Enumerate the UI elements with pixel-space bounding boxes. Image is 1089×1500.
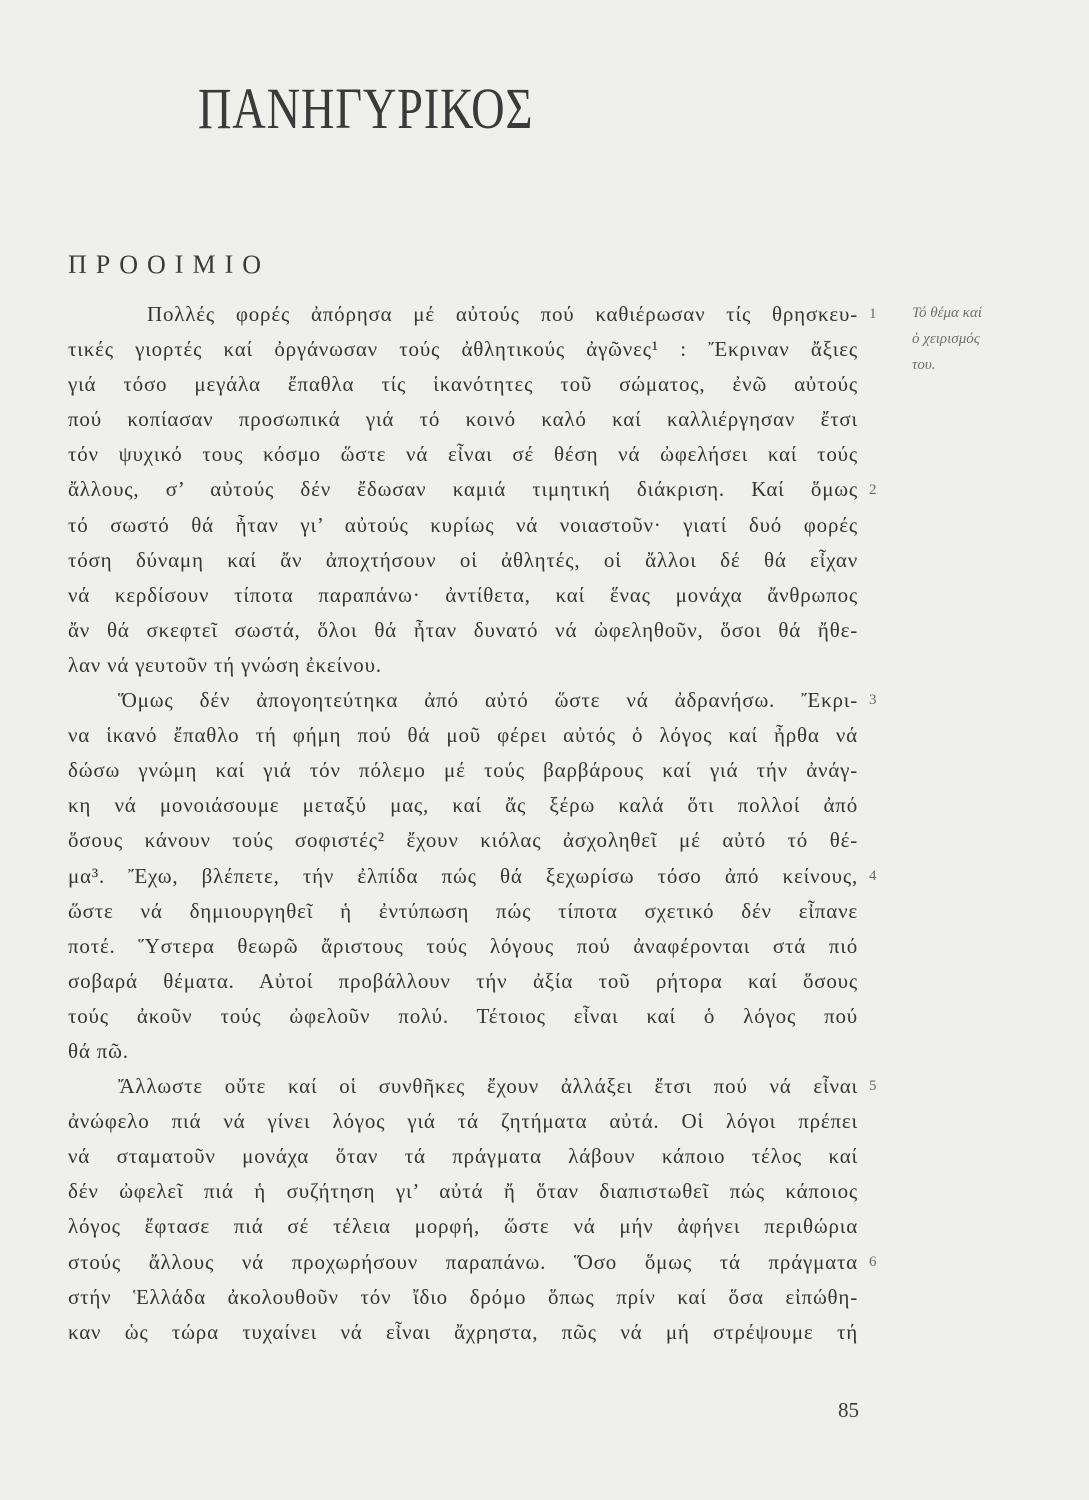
text-line: ἄν θά σκεφτεῖ σωστά, ὅλοι θά ἦταν δυνατό νά ὠφεληθοῦν, ὅσοι θά ἤθε- [68,617,858,642]
text-line: στήν Ἑλλάδα ἀκολουθοῦν τόν ἴδιο δρόμο ὅπως πρίν καί ὅσα εἰπώθη- [68,1284,858,1309]
text-line: τό σωστό θά ἦταν γι’ αὐτούς κυρίως νά νοιαστοῦν· γιατί δυό φορές [68,512,858,537]
text-line: καν ὡς τώρα τυχαίνει νά εἶναι ἄχρηστα, πῶς νά μή στρέψουμε τή [68,1319,858,1344]
text-line: λαν νά γευτοῦν τή γνώση ἐκείνου. [68,652,382,677]
text-line: νά κερδίσουν τίποτα παραπάνω· ἀντίθετα, καί ἕνας μονάχα ἄνθρωπος [68,582,858,607]
margin-line-number: 4 [869,867,877,884]
text-line: γιά τόσο μεγάλα ἔπαθλα τίς ἱκανότητες τοῦ σώματος, ἐνῶ αὐτούς [68,372,858,397]
body-text [68,297,858,1350]
text-line: θά πῶ. [68,1038,129,1063]
text-line: ἀνώφελο πιά νά γίνει λόγος γιά τά ζητήματα αὐτά. Οἱ λόγοι πρέπει [68,1109,858,1134]
page-number: 85 [838,1398,859,1422]
text-line: τόν ψυχικό τους κόσμο ὥστε νά εἶναι σέ θέση νά ὠφελήσει καί τούς [68,442,858,467]
text-line: δέν ὠφελεῖ πιά ἡ συζήτηση γι’ αὐτά ἤ ὅταν διαπιστωθεῖ πώς κάποιος [68,1179,858,1204]
margin-line-number: 6 [869,1253,877,1270]
text-line: λόγος ἔφτασε πιά σέ τέλεια μορφή, ὥστε νά μήν ἀφήνει περιθώρια [68,1214,858,1239]
text-line: πού κοπίασαν προσωπικά γιά τό κοινό καλό καί καλλιέργησαν ἔτσι [68,407,858,432]
text-line: δώσω γνώμη καί γιά τόν πόλεμο μέ τούς βαρβάρους καί γιά τήν ἀνάγ- [68,758,858,783]
text-line: τικές γιορτές καί ὀργάνωσαν τούς ἀθλητικούς ἀγῶνες¹ : Ἔκριναν ἄξιες [68,337,858,362]
text-line: Ὅμως δέν ἀπογοητεύτηκα ἀπό αὐτό ὥστε νά ἀδρανήσω. Ἔκρι- [118,688,858,713]
page-title: ΠΑΝΗΓΥΡΙΚΟΣ [198,76,534,141]
text-line: να ἱκανό ἔπαθλο τή φήμη πού θά μοῦ φέρει αὐτός ὁ λόγος καί ἦρθα νά [68,723,858,748]
margin-line-number: 1 [869,306,877,322]
text-line: νά σταματοῦν μονάχα ὅταν τά πράγματα λάβουν κάποιο τέλος καί [68,1144,858,1169]
margin-note [912,300,1032,378]
margin-note-line: του. [912,357,936,373]
text-line: στούς ἄλλους νά προχωρήσουν παραπάνω. Ὅσο ὅμως τά πράγματα [68,1249,858,1274]
text-line: κη νά μονοιάσουμε μεταξύ μας, καί ἄς ξέρω καλά ὅτι πολλοί ἀπό [68,793,858,818]
text-line: Πολλές φορές ἀπόρησα μέ αὐτούς πού καθιέρωσαν τίς θρησκευ- [147,302,858,326]
section-heading: ΠΡΟΟΙΜΙΟ [68,250,270,279]
text-line: τούς ἀκοῦν τούς ὠφελοῦν πολύ. Τέτοιος εἶναι καί ὁ λόγος πού [68,1003,858,1028]
text-line: μα³. Ἔχω, βλέπετε, τήν ἐλπίδα πώς θά ξεχωρίσω τόσο ἀπό κείνους, [68,863,858,888]
margin-note-line: Τό θέμα καί [912,305,982,321]
margin-line-number: 5 [869,1078,877,1094]
text-line: τόση δύναμη καί ἄν ἀποχτήσουν οἱ ἀθλητές, οἱ ἄλλοι δέ θά εἶχαν [68,547,858,572]
text-line: ποτέ. Ὕστερα θεωρῶ ἄριστους τούς λόγους πού ἀναφέρονται στά πιό [68,933,858,958]
text-line: ἄλλους, σ’ αὐτούς δέν ἔδωσαν καμιά τιμητική διάκριση. Καί ὅμως [68,477,858,502]
margin-line-number: 2 [869,481,877,498]
text-line: ὥστε νά δημιουργηθεῖ ἡ ἐντύπωση πώς τίποτα σχετικό δέν εἶπανε [68,898,858,923]
margin-line-number: 3 [869,692,877,708]
text-line: σοβαρά θέματα. Αὐτοί προβάλλουν τήν ἀξία τοῦ ρήτορα καί ὅσους [68,968,858,993]
text-line: Ἄλλωστε οὔτε καί οἱ συνθῆκες ἔχουν ἀλλάξει ἔτσι πού νά εἶναι [118,1074,858,1099]
margin-note-line: ὁ χειρισμός [912,331,980,347]
text-line: ὅσους κάνουν τούς σοφιστές² ἔχουν κιόλας ἀσχοληθεῖ μέ αὐτό τό θέ- [68,828,858,853]
